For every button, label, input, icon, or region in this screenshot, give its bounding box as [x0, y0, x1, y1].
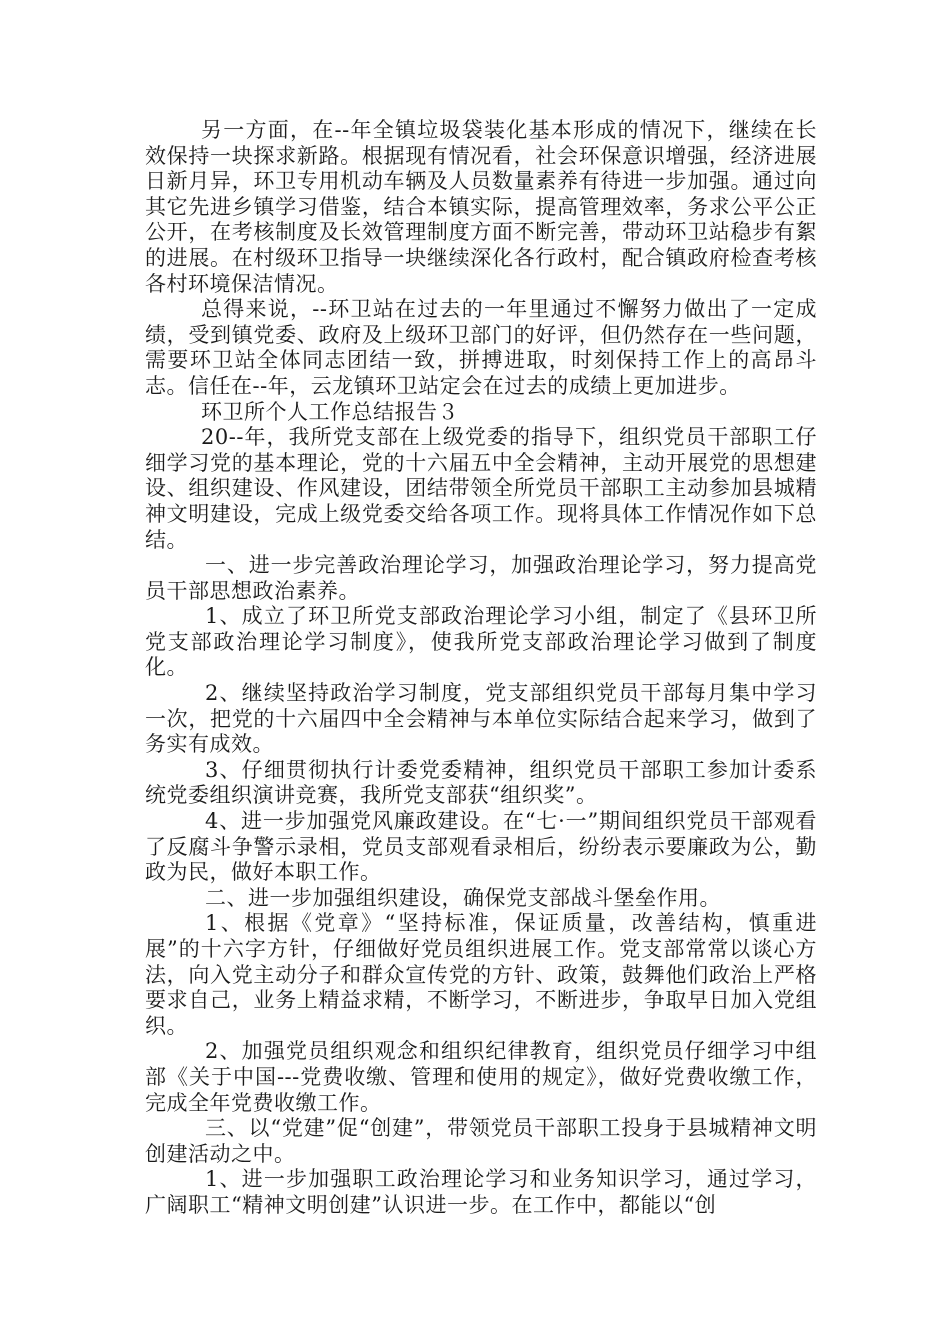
list-item: 4、进一步加强党风廉政建设。在“七·一”期间组织党员干部观看了反腐斗争警示录相，党员支部观看录相后，纷纷表示要廉政为公，勤政为民，做好本职工作。: [145, 809, 817, 885]
list-item: 3、仔细贯彻执行计委党委精神，组织党员干部职工参加计委系统党委组织演讲竞赛，我所党支部获“组织奖”。: [145, 757, 817, 808]
section-heading-3: 三、以“党建”促“创建”，带领党员干部职工投身于县城精神文明创建活动之中。: [145, 1116, 817, 1166]
section-heading-2: 二、进一步加强组织建设，确保党支部战斗堡垒作用。: [205, 885, 721, 910]
section-heading-1: 一、进一步完善政治理论学习，加强政治理论学习，努力提高党员干部思想政治素养。: [145, 553, 817, 603]
report-heading: 环卫所个人工作总结报告３: [201, 399, 459, 424]
list-item: 1、进一步加强职工政治理论学习和业务知识学习，通过学习，广阔职工“精神文明创建”认识进一步。在工作中，都能以“创: [145, 1167, 817, 1217]
document-body: [145, 118, 817, 1219]
paragraph-outlook: 另一方面，在--年全镇垃圾袋装化基本形成的情况下，继续在长效保持一块探求新路。根据现有情况看，社会环保意识增强，经济进展日新月异，环卫专用机动车辆及人员数量素养有待进一步加强。通过向其它先进乡镇学习借鉴，结合本镇实际，提高管理效率，务求公平公正公开，在考核制度及长效管理制度方面不断完善，带动环卫站稳步有絮的进展。在村级环卫指导一块继续深化各行政村，配合镇政府检查考核各村环境保洁情况。: [145, 118, 817, 296]
list-item: 2、继续坚持政治学习制度，党支部组织党员干部每月集中学习一次，把党的十六届四中全会精神与本单位实际结合起来学习，做到了务实有成效。: [145, 681, 817, 757]
paragraph-summary: 总得来说，--环卫站在过去的一年里通过不懈努力做出了一定成绩，受到镇党委、政府及上级环卫部门的好评，但仍然存在一些问题，需要环卫站全体同志团结一致，拼搏进取，时刻保持工作上的高昂斗志。信任在--年，云龙镇环卫站定会在过去的成绩上更加进步。: [145, 297, 817, 398]
list-item: 2、加强党员组织观念和组织纪律教育，组织党员仔细学习中组部《关于中国---党费收缴、管理和使用的规定》，做好党费收缴工作，完成全年党费收缴工作。: [145, 1039, 817, 1115]
list-item: 1、根据《党章》“坚持标准，保证质量，改善结构，慎重进展”的十六字方针，仔细做好党员组织进展工作。党支部常常以谈心方法，向入党主动分子和群众宣传党的方针、政策，鼓舞他们政治上严格要求自己，业务上精益求精，不断学习，不断进步，争取早日加入党组织。: [145, 911, 817, 1038]
list-item: 1、成立了环卫所党支部政治理论学习小组，制定了《县环卫所党支部政治理论学习制度》，使我所党支部政治理论学习做到了制度化。: [145, 604, 817, 680]
paragraph-intro: 20--年，我所党支部在上级党委的指导下，组织党员干部职工仔细学习党的基本理论，党的十六届五中全会精神，主动开展党的思想建设、组织建设、作风建设，团结带领全所党员干部职工主动参加县城精神文明建设，完成上级党委交给各项工作。现将具体工作情况作如下总结。: [145, 425, 817, 552]
